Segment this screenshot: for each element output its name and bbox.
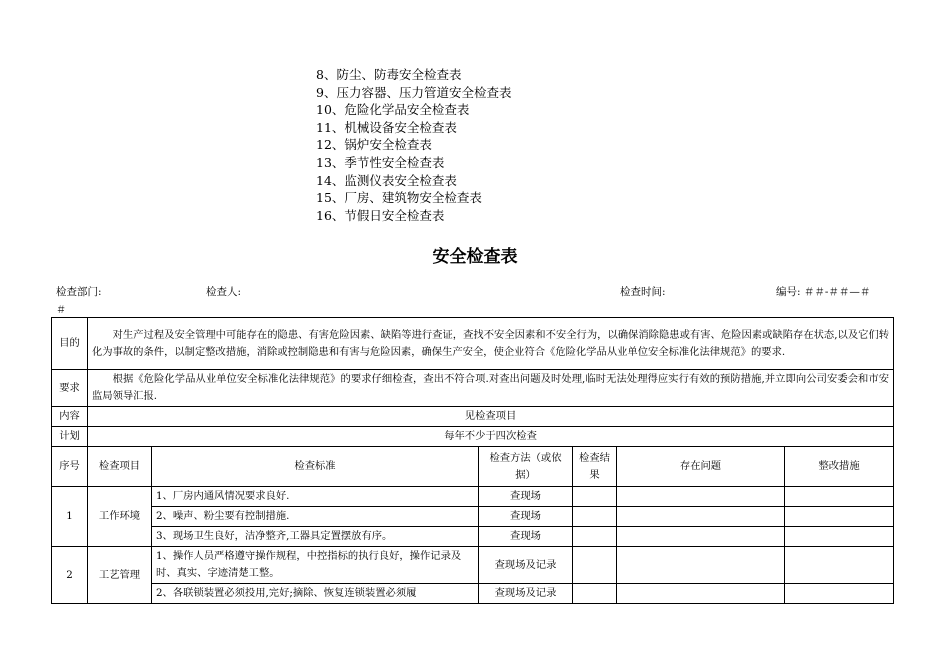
index-item: 14、监测仪表安全检查表 — [316, 172, 457, 188]
measure-cell[interactable] — [785, 487, 894, 507]
page-title: 安全检查表 — [432, 247, 518, 267]
method-cell: 查现场 — [479, 507, 573, 527]
plan-label: 计划 — [52, 427, 88, 447]
problem-cell[interactable] — [617, 584, 785, 604]
index-item: 16、节假日安全检查表 — [316, 207, 445, 223]
table-row — [52, 507, 894, 527]
measure-cell[interactable] — [785, 584, 894, 604]
group-number: 2 — [52, 547, 88, 604]
header-measure: 整改措施 — [785, 447, 894, 487]
header-no: 序号 — [52, 447, 88, 487]
purpose-text: 对生产过程及安全管理中可能存在的隐患、有害危险因素、缺陷等进行查证，查找不安全因素和不安全行为，以确保消除隐患或有害、危险因素或缺陷存在状态,以及它们转化为事故的条件，以制定整改措施，消除或控制隐患和有害与危险因素，确保生产安全，使企业符合《危险化学品从业单位安全标准化法律规范》的要求. — [88, 318, 894, 370]
requirement-label: 要求 — [52, 370, 88, 407]
standard-cell: 1、厂房内通风情况要求良好. — [152, 487, 479, 507]
table-row — [52, 584, 894, 604]
index-item: 9、压力容器、压力管道安全检查表 — [316, 84, 512, 100]
index-item: 15、厂房、建筑物安全检查表 — [316, 190, 482, 206]
problem-cell[interactable] — [617, 527, 785, 547]
method-cell: 查现场及记录 — [479, 584, 573, 604]
method-cell: 查现场 — [479, 527, 573, 547]
content-row — [52, 407, 894, 427]
requirement-row — [52, 370, 894, 407]
problem-cell[interactable] — [617, 547, 785, 584]
measure-cell[interactable] — [785, 527, 894, 547]
measure-cell[interactable] — [785, 507, 894, 527]
inspection-table — [51, 317, 894, 604]
standard-cell: 2、噪声、粉尘要有控制措施. — [152, 507, 479, 527]
problem-cell[interactable] — [617, 487, 785, 507]
requirement-text: 根据《危险化学品从业单位安全标准化法律规范》的要求仔细检查，查出不符合项.对查出问题及时处理,临时无法处理得应实行有效的预防措施,并立即向公司安委会和市安监局领导汇报. — [88, 370, 894, 407]
index-item: 13、季节性安全检查表 — [316, 154, 445, 170]
index-item: 11、机械设备安全检查表 — [316, 119, 457, 135]
standard-cell: 1、操作人员严格遵守操作规程，中控指标的执行良好，操作记录及时、真实、字迹清楚工整。 — [152, 547, 479, 584]
result-cell[interactable] — [573, 507, 617, 527]
serial-number-tail: ＃ — [56, 305, 66, 316]
purpose-row — [52, 318, 894, 370]
result-cell[interactable] — [573, 527, 617, 547]
inspector-label: 检查人: — [206, 286, 242, 298]
group-item: 工艺管理 — [88, 547, 152, 604]
group-item: 工作环境 — [88, 487, 152, 547]
measure-cell[interactable] — [785, 547, 894, 584]
table-row — [52, 527, 894, 547]
header-problem: 存在问题 — [617, 447, 785, 487]
serial-number: 编号: ＃＃-＃＃—＃ — [776, 286, 871, 298]
standard-cell: 3、现场卫生良好，洁净整齐,工器具定置摆放有序。 — [152, 527, 479, 547]
content-label: 内容 — [52, 407, 88, 427]
header-item: 检查项目 — [88, 447, 152, 487]
header-standard: 检查标准 — [152, 447, 479, 487]
header-method: 检查方法（或依据） — [479, 447, 573, 487]
plan-row — [52, 427, 894, 447]
table-row — [52, 547, 894, 584]
checklist-index — [316, 66, 511, 224]
result-cell[interactable] — [573, 547, 617, 584]
index-item: 10、危险化学品安全检查表 — [316, 102, 470, 118]
header-row — [52, 447, 894, 487]
purpose-label: 目的 — [52, 318, 88, 370]
standard-cell: 2、各联锁装置必须投用,完好;摘除、恢复连锁装置必须履 — [152, 584, 479, 604]
inspection-time-label: 检查时间: — [620, 286, 666, 298]
problem-cell[interactable] — [617, 507, 785, 527]
plan-value: 每年不少于四次检查 — [88, 427, 894, 447]
method-cell: 查现场及记录 — [479, 547, 573, 584]
method-cell: 查现场 — [479, 487, 573, 507]
index-item: 12、锅炉安全检查表 — [316, 137, 432, 153]
department-label: 检查部门: — [56, 286, 102, 298]
group-number: 1 — [52, 487, 88, 547]
result-cell[interactable] — [573, 584, 617, 604]
content-value: 见检查项目 — [88, 407, 894, 427]
result-cell[interactable] — [573, 487, 617, 507]
table-row — [52, 487, 894, 507]
header-result: 检查结果 — [573, 447, 617, 487]
index-item: 8、防尘、防毒安全检查表 — [316, 67, 462, 82]
